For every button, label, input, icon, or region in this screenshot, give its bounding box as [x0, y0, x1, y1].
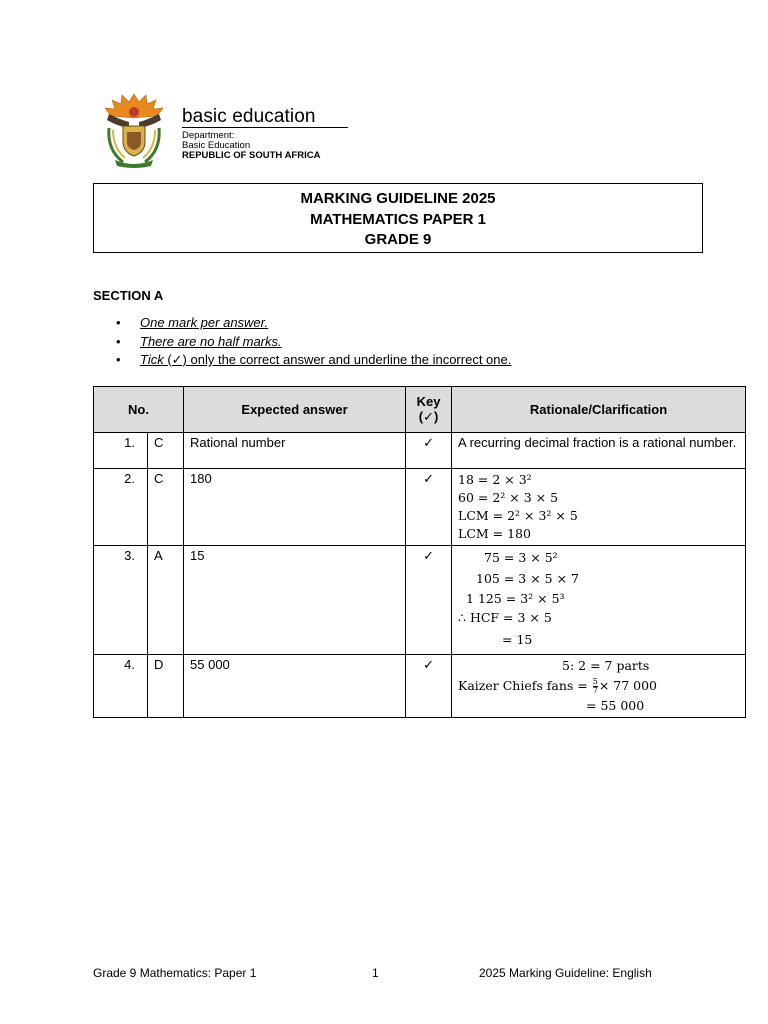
tick-mark: ✓	[406, 469, 452, 546]
rationale	[452, 433, 746, 469]
answer-letter: C	[148, 469, 184, 546]
fraction-numerator: 5	[592, 677, 598, 686]
tick-mark: ✓	[406, 433, 452, 469]
rationale-line: 18 = 2 × 3²	[458, 472, 532, 487]
question-number: 3.	[94, 546, 148, 655]
footer-right: 2025 Marking Guideline: English	[479, 966, 652, 980]
table-row	[94, 433, 746, 469]
rationale	[452, 655, 746, 718]
brand-title: basic education	[182, 106, 316, 127]
rationale	[452, 469, 746, 546]
footer-left: Grade 9 Mathematics: Paper 1	[93, 966, 257, 980]
answer-letter: D	[148, 655, 184, 718]
title-line-1: MARKING GUIDELINE 2025	[300, 190, 496, 207]
footer-page-number: 1	[372, 966, 379, 980]
rationale-line: ∴ HCF = 3 × 5	[458, 610, 552, 625]
instruction-text: One mark per answer.	[140, 315, 269, 330]
tick-mark: ✓	[406, 655, 452, 718]
header-key	[406, 387, 452, 433]
rationale	[452, 546, 746, 655]
table-row	[94, 546, 746, 655]
answer-letter: A	[148, 546, 184, 655]
header-expected-answer: Expected answer	[184, 387, 406, 433]
dept-name: Basic Education	[182, 140, 251, 151]
rationale-multiplier: × 77 000	[598, 678, 658, 693]
rationale-line: = 55 000	[586, 698, 645, 713]
section-heading: SECTION A	[93, 288, 164, 303]
rationale-line: LCM = 2² × 3² × 5	[458, 508, 578, 523]
question-number: 4.	[94, 655, 148, 718]
country-name: REPUBLIC OF SOUTH AFRICA	[182, 150, 321, 161]
rationale-line: = 15	[502, 632, 533, 647]
rationale-line: 105 = 3 × 5 × 7	[476, 571, 579, 586]
fraction-denominator: 7	[592, 686, 598, 695]
instruction-tick-label: Tick	[140, 352, 164, 367]
title-line-2: MATHEMATICS PAPER 1	[310, 210, 486, 228]
instructions-list	[116, 314, 511, 370]
expected-answer: Rational number	[184, 433, 406, 469]
dept-label: Department:	[182, 130, 235, 141]
question-number: 1.	[94, 433, 148, 469]
rationale-line: 5: 2 = 7 parts	[562, 658, 650, 673]
title-line-3: GRADE 9	[364, 231, 432, 248]
rationale-label: Kaizer Chiefs fans =	[458, 678, 592, 693]
brand-divider	[182, 127, 348, 128]
document-title-box	[93, 183, 703, 253]
answer-letter: C	[148, 433, 184, 469]
header-no: No.	[94, 387, 184, 433]
rationale-line: 60 = 2² × 3 × 5	[458, 490, 559, 505]
question-number: 2.	[94, 469, 148, 546]
marking-table	[93, 386, 746, 718]
rationale-line: 75 = 3 × 5²	[484, 550, 558, 565]
coat-of-arms-icon	[101, 92, 167, 168]
instruction-item	[116, 314, 511, 333]
rationale-line: 1 125 = 3² × 5³	[466, 591, 565, 606]
header-key-label: Key	[416, 394, 441, 409]
expected-answer: 15	[184, 546, 406, 655]
instruction-text: (✓) only the correct answer and underline the incorrect one.	[163, 352, 512, 367]
table-header-row	[94, 387, 746, 433]
expected-answer: 180	[184, 469, 406, 546]
expected-answer: 55 000	[184, 655, 406, 718]
instruction-text: There are no half marks.	[140, 333, 282, 349]
header-key-tick: (✓)	[418, 409, 439, 424]
instruction-item	[116, 351, 511, 370]
table-row	[94, 469, 746, 546]
rationale-line: A recurring decimal fraction is a rational number.	[458, 435, 737, 450]
rationale-line: LCM = 180	[458, 526, 531, 541]
table-row	[94, 655, 746, 718]
fraction	[593, 678, 598, 695]
rationale-line	[458, 675, 739, 697]
tick-mark: ✓	[406, 546, 452, 655]
header-rationale: Rationale/Clarification	[452, 387, 746, 433]
instruction-item	[116, 333, 511, 352]
